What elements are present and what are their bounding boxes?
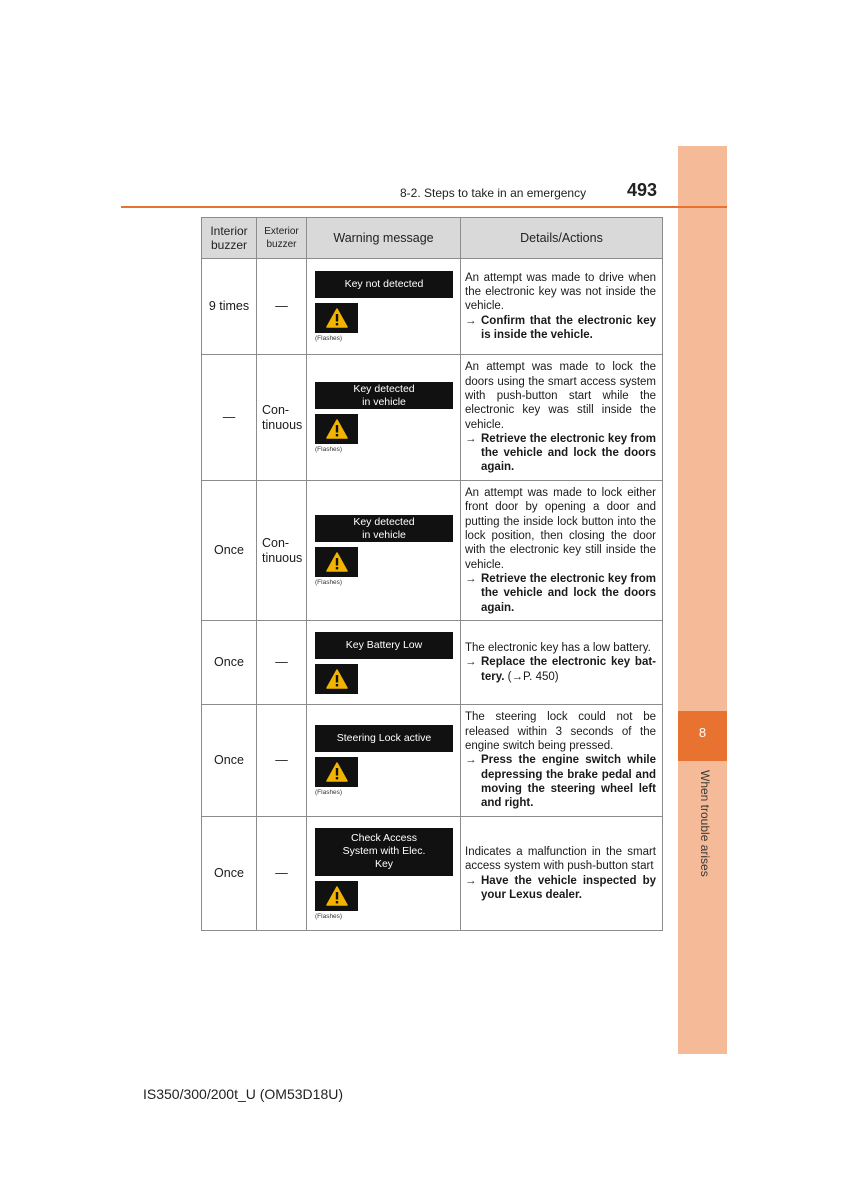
header-details-actions: Details/Actions bbox=[461, 218, 663, 259]
details-cell bbox=[461, 355, 663, 481]
exterior-buzzer-cell: — bbox=[257, 705, 307, 817]
details-text: Indicates a malfunction in the smart access system with push-button start bbox=[465, 845, 656, 873]
arrow-icon: → bbox=[465, 572, 477, 585]
interior-buzzer-cell: Once bbox=[202, 481, 257, 621]
warning-message-table bbox=[201, 217, 663, 931]
details-cell bbox=[461, 705, 663, 817]
header-warning-message: Warning message bbox=[307, 218, 461, 259]
flashes-label: (Flashes) bbox=[315, 335, 343, 342]
arrow-icon: → bbox=[465, 314, 477, 327]
details-cell bbox=[461, 817, 663, 931]
header-exterior-buzzer: Exterior buzzer bbox=[257, 218, 307, 259]
action-text: Retrieve the electronic key from the vehicle and lock the doors again. bbox=[481, 572, 656, 614]
chapter-title: When trouble arises bbox=[698, 770, 712, 877]
details-text: An attempt was made to lock either front door by opening a door and putting the inside lock button into the lock position, then closing the door with the electronic key still inside the vehicle. bbox=[465, 487, 656, 571]
warning-triangle-icon bbox=[315, 547, 358, 577]
table-header-row bbox=[202, 218, 663, 259]
action-item bbox=[465, 655, 656, 684]
warning-message-display: Key Battery Low bbox=[315, 632, 453, 659]
details-cell bbox=[461, 481, 663, 621]
table-row bbox=[202, 621, 663, 705]
flashes-label: (Flashes) bbox=[315, 579, 343, 586]
warning-message-display: Check Access System with Elec. Key bbox=[315, 828, 453, 876]
arrow-icon: → bbox=[465, 432, 477, 445]
warning-triangle-icon bbox=[315, 881, 358, 911]
warning-triangle-icon bbox=[315, 414, 358, 444]
header-interior-buzzer: Interior buzzer bbox=[202, 218, 257, 259]
interior-buzzer-cell: 9 times bbox=[202, 259, 257, 355]
table-row bbox=[202, 355, 663, 481]
action-text bbox=[481, 655, 656, 684]
interior-buzzer-cell: Once bbox=[202, 705, 257, 817]
details-text: The steering lock could not be released within 3 seconds of the engine switch being pressed. bbox=[465, 711, 656, 753]
warning-message-cell bbox=[307, 481, 461, 621]
interior-buzzer-cell: Once bbox=[202, 621, 257, 705]
chapter-number: 8 bbox=[678, 711, 727, 761]
details-cell bbox=[461, 259, 663, 355]
arrow-icon: → bbox=[465, 656, 477, 669]
action-item bbox=[465, 874, 656, 903]
action-text: Press the engine switch while depressing the brake pedal and moving the steering wheel left and right. bbox=[481, 754, 656, 810]
table-row bbox=[202, 259, 663, 355]
action-item bbox=[465, 572, 656, 615]
action-item bbox=[465, 432, 656, 475]
action-item bbox=[465, 314, 656, 343]
exterior-buzzer-cell: — bbox=[257, 621, 307, 705]
page-reference: (→P. 450) bbox=[507, 670, 559, 683]
warning-triangle-icon bbox=[315, 757, 358, 787]
flashes-label: (Flashes) bbox=[315, 446, 343, 453]
warning-message-display: Key detected in vehicle bbox=[315, 515, 453, 542]
table-row bbox=[202, 705, 663, 817]
exterior-buzzer-cell: — bbox=[257, 817, 307, 931]
warning-triangle-icon bbox=[315, 303, 358, 333]
details-cell bbox=[461, 621, 663, 705]
warning-message-display: Steering Lock active bbox=[315, 725, 453, 752]
action-text: Have the vehicle inspected by your Lexus dealer. bbox=[481, 874, 656, 901]
details-text: An attempt was made to drive when the electronic key was not inside the vehicle. bbox=[465, 271, 656, 313]
details-text: The electronic key has a low battery. bbox=[465, 642, 651, 655]
action-text: Confirm that the electronic key is inside the vehicle. bbox=[481, 314, 656, 341]
page-number: 493 bbox=[627, 180, 658, 200]
section-title: 8-2. Steps to take in an emergency bbox=[400, 186, 587, 200]
exterior-buzzer-cell: — bbox=[257, 259, 307, 355]
table-row bbox=[202, 817, 663, 931]
arrow-icon: → bbox=[465, 754, 477, 767]
header-rule bbox=[121, 206, 727, 208]
warning-triangle-icon bbox=[315, 664, 358, 694]
arrow-icon: → bbox=[465, 874, 477, 887]
warning-message-cell bbox=[307, 259, 461, 355]
table-row bbox=[202, 481, 663, 621]
interior-buzzer-cell: Once bbox=[202, 817, 257, 931]
warning-message-cell bbox=[307, 705, 461, 817]
action-text: Retrieve the electronic key from the vehicle and lock the doors again. bbox=[481, 432, 656, 474]
chapter-side-tab bbox=[678, 146, 727, 1054]
flashes-label: (Flashes) bbox=[315, 912, 343, 920]
exterior-buzzer-cell: Con-tinuous bbox=[257, 355, 307, 481]
warning-message-cell bbox=[307, 621, 461, 705]
action-text-main: Replace the electronic key bat-tery. bbox=[481, 656, 656, 683]
warning-message-display: Key not detected bbox=[315, 271, 453, 298]
model-code: IS350/300/200t_U (OM53D18U) bbox=[143, 1086, 343, 1102]
warning-message-display: Key detected in vehicle bbox=[315, 382, 453, 409]
action-item bbox=[465, 753, 656, 810]
details-text: An attempt was made to lock the doors using the smart access system with push-button start while the electronic key was still inside the vehicle. bbox=[465, 361, 656, 431]
interior-buzzer-cell: — bbox=[202, 355, 257, 481]
flashes-label: (Flashes) bbox=[315, 789, 343, 796]
warning-message-cell bbox=[307, 355, 461, 481]
exterior-buzzer-cell: Con-tinuous bbox=[257, 481, 307, 621]
warning-message-cell bbox=[307, 817, 461, 931]
